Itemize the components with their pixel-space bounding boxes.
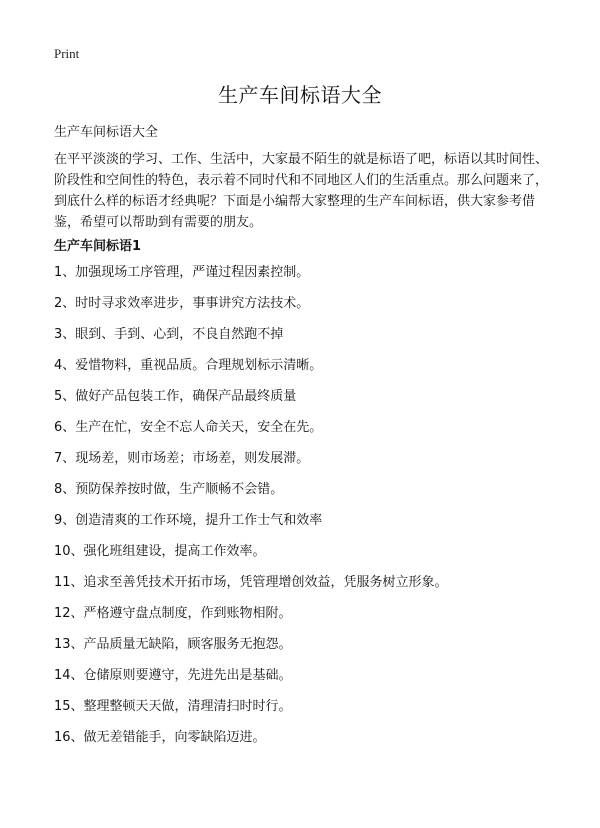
list-item: 12、严格遵守盘点制度，作到账物相附。 [54, 606, 292, 621]
list-item: 3、眼到、手到、心到，不良自然跑不掉 [54, 327, 284, 342]
list-item: 6、生产在忙，安全不忘人命关天，安全在先。 [54, 420, 323, 435]
list-item: 14、仓储原则要遵守，先进先出是基础。 [54, 668, 292, 683]
intro-paragraph: 在平平淡淡的学习、工作、生活中，大家最不陌生的就是标语了吧，标语以其时间性、阶段性和空间性的特色，表示着不同时代和不同地区人们的生活重点。那么问题来了，到底什么样的标语才经典呢？下面是小编帮大家整理的生产车间标语，供大家参考借鉴，希望可以帮助到有需要的朋友。 [54, 152, 549, 230]
list-item: 15、整理整顿天天做，清理清扫时时行。 [54, 699, 292, 714]
list-item: 11、追求至善凭技术开拓市场，凭管理增创效益，凭服务树立形象。 [54, 575, 448, 590]
list-item: 4、爱惜物料，重视品质。合理规划标示清晰。 [54, 358, 323, 373]
list-item: 5、做好产品包装工作，确保产品最终质量 [54, 389, 297, 404]
list-item: 10、强化班组建设，提高工作效率。 [54, 544, 266, 559]
list-item: 9、创造清爽的工作环境，提升工作士气和效率 [54, 513, 323, 528]
list-item: 8、预防保养按时做，生产顺畅不会错。 [54, 482, 284, 497]
list-item: 13、产品质量无缺陷，顾客服务无抱怨。 [54, 637, 292, 652]
list-item: 16、做无差错能手，向零缺陷迈进。 [54, 730, 266, 745]
section-heading: 生产车间标语1 [54, 239, 142, 254]
slogan-list [54, 264, 448, 760]
document-subtitle: 生产车间标语大全 [54, 125, 159, 140]
list-item: 7、现场差，则市场差；市场差，则发展滞。 [54, 451, 310, 466]
list-item: 1、加强现场工序管理，严谨过程因素控制。 [54, 265, 310, 280]
print-link[interactable]: Print [54, 46, 80, 61]
list-item: 2、时时寻求效率进步，事事讲究方法技术。 [54, 296, 310, 311]
page-title: 生产车间标语大全 [218, 83, 382, 107]
